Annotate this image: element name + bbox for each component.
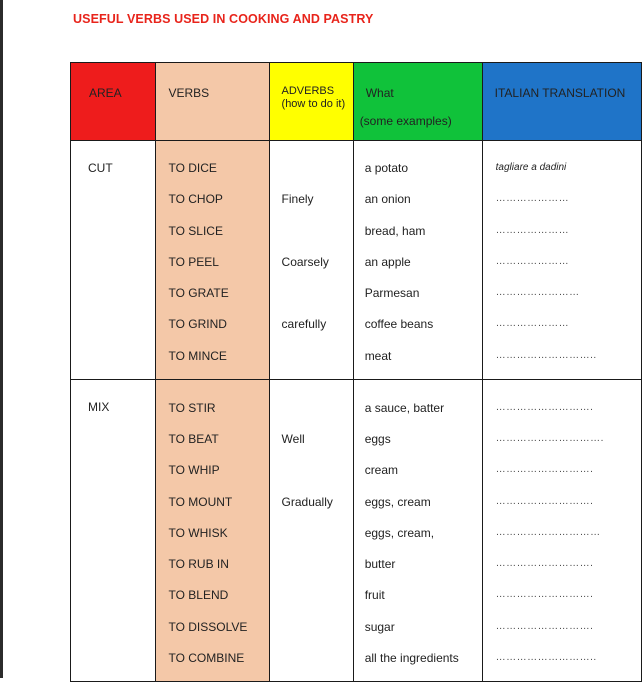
group-row-cut — [71, 141, 642, 380]
page-title: USEFUL VERBS USED IN COOKING AND PASTRY — [73, 12, 374, 26]
verb-item: TO SLICE — [168, 223, 223, 238]
area-cell — [71, 379, 156, 681]
adverb-item — [270, 223, 353, 254]
translation-blank: ………………………. — [495, 558, 594, 569]
translation-blank: ………………………. — [495, 495, 594, 507]
example-item: eggs — [364, 432, 391, 446]
verb-item: TO WHISK — [168, 525, 228, 540]
header-adverbs-label: ADVERBS (how to do it) — [281, 85, 346, 110]
translation-cell — [482, 141, 641, 380]
translation-blank: ………………………. — [495, 464, 594, 476]
window-edge — [0, 0, 3, 678]
header-area — [71, 63, 156, 141]
example-item: a potato — [364, 161, 409, 175]
translation-item — [483, 160, 641, 191]
verb-item: TO RUB IN — [168, 557, 229, 571]
translation-blank: ………………………. — [495, 620, 594, 632]
verb-item: TO COMBINE — [168, 650, 245, 665]
area-label: CUT — [88, 161, 113, 175]
verbs-cell — [156, 379, 269, 681]
adverb-item — [270, 400, 353, 431]
verb-item: TO PEEL — [168, 254, 219, 269]
adverb-item — [270, 462, 353, 493]
translation-cell — [482, 379, 641, 681]
verb-item: TO BEAT — [168, 432, 219, 446]
translation-blank: ………………………. — [495, 589, 594, 601]
area-label: MIX — [88, 399, 110, 414]
adverb-item — [270, 285, 353, 316]
example-item: cream — [364, 463, 399, 478]
translation-blank: ………………… — [495, 224, 570, 236]
adverbs-cell — [269, 141, 353, 380]
adverb-item — [270, 525, 353, 556]
examples-cell — [353, 379, 482, 681]
example-item: eggs, cream, — [364, 525, 435, 540]
example-item: butter — [364, 557, 396, 571]
translation-blank: …………………… — [495, 287, 580, 298]
example-item: eggs, cream — [364, 494, 431, 509]
adverb-item: Finely — [281, 192, 314, 207]
area-cell — [71, 141, 156, 380]
translation-blank: ………………………… — [495, 526, 601, 538]
adverb-item: Well — [281, 432, 305, 446]
header-what-label: What — [365, 86, 394, 100]
header-italian — [482, 63, 641, 141]
translation-blank: ………………… — [495, 255, 570, 267]
header-area-label: AREA — [89, 86, 122, 100]
adverb-item — [270, 650, 353, 681]
header-row — [71, 63, 642, 141]
translation-blank: ……………………….. — [495, 349, 597, 361]
example-item: all the ingredients — [364, 650, 459, 665]
adverb-item — [270, 587, 353, 618]
verb-item: TO DICE — [168, 161, 217, 175]
verb-item: TO GRATE — [168, 286, 229, 300]
translation-blank: …………………………. — [495, 433, 604, 444]
adverb-item — [270, 619, 353, 650]
verbs-cell — [156, 141, 269, 380]
verb-item: TO CHOP — [168, 192, 223, 207]
verb-item: TO DISSOLVE — [168, 619, 248, 634]
adverb-item: Gradually — [281, 494, 333, 509]
verb-item: TO GRIND — [168, 317, 227, 332]
header-verbs — [156, 63, 269, 141]
translation-blank: ………………… — [495, 193, 570, 205]
verb-item: TO MOUNT — [168, 494, 233, 509]
example-item: a sauce, batter — [364, 400, 445, 415]
verb-item: TO STIR — [168, 400, 216, 415]
example-item: an onion — [364, 192, 411, 207]
translation-blank: ……………………….. — [495, 651, 597, 663]
example-item: bread, ham — [364, 223, 426, 238]
adverb-item: Coarsely — [281, 254, 329, 269]
verb-item: TO MINCE — [168, 348, 227, 363]
translation-blank: ………………… — [495, 318, 570, 330]
adverb-item — [270, 556, 353, 587]
example-item: meat — [364, 348, 392, 363]
example-item: sugar — [364, 619, 395, 634]
translation-blank: ………………………. — [495, 401, 594, 413]
example-item: coffee beans — [364, 317, 434, 332]
examples-cell — [353, 141, 482, 380]
adverbs-cell — [269, 379, 353, 681]
header-what — [353, 63, 482, 141]
example-item: an apple — [364, 254, 411, 269]
example-item: fruit — [364, 588, 385, 603]
group-row-mix — [71, 379, 642, 681]
header-italian-label: ITALIAN TRANSLATION — [494, 86, 626, 100]
verbs-table — [70, 62, 642, 682]
example-item: Parmesan — [364, 286, 420, 300]
header-verbs-label: VERBS — [168, 86, 210, 100]
adverb-item — [270, 348, 353, 379]
header-what-sublabel: (some examples) — [359, 114, 452, 128]
header-adverbs — [269, 63, 353, 141]
adverb-item — [270, 160, 353, 191]
verb-item: TO WHIP — [168, 463, 220, 478]
adverb-item: carefully — [281, 317, 327, 332]
translation-text: tagliare a dadini — [495, 162, 567, 173]
verb-item: TO BLEND — [168, 588, 229, 603]
